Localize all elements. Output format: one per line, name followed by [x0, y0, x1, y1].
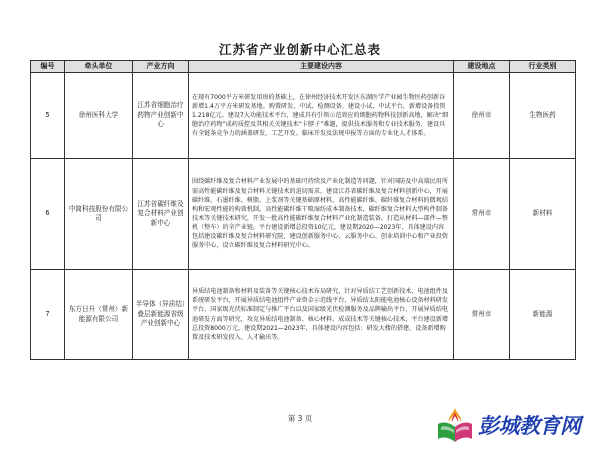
row-lead-unit: 中简科技股份有限公司	[65, 159, 133, 270]
row-content: 异质结电池制备和材料及装备等关键核心技术布局研究，针对异质结工艺创新技术、电池组件及系统研发平台，开展异质结电池组件产业资金示范线平台，异质结太阳能电池核心设备材料研发平台，国家级光伏标准制定与推广平台以及国家级光伏检测服务及品牌输出平台，开展异质结电池研发方面等研究，攻克异质结电池制备、核心材料、成或技术等关键核心技术，平台建设新增总投资8000万元，建设期2021—2023年，具体建设内容包括：研发大楼的搭建、设备新增购置及技术研发投入、人才输出等。	[189, 270, 454, 360]
row-direction: 半导体（异质结）叠层新能源省级产业创新中心	[133, 270, 189, 360]
book-logo-icon	[436, 404, 474, 444]
row-lead-unit: 徐州医科大学	[65, 73, 133, 159]
row-number: 6	[31, 159, 65, 270]
row-category: 生物医药	[510, 73, 576, 159]
table-row	[31, 73, 576, 159]
row-category: 新能源	[510, 270, 576, 360]
table-row	[31, 159, 576, 270]
header-number: 编号	[31, 61, 65, 73]
row-number: 7	[31, 270, 65, 360]
header-category: 行业类别	[510, 61, 576, 73]
header-direction: 产业方向	[133, 61, 189, 73]
row-direction: 江苏省细胞治疗药物产业创新中心	[133, 73, 189, 159]
header-location: 建设地点	[454, 61, 510, 73]
watermark-text: 彭城教育网	[478, 414, 581, 438]
header-content: 主要建设内容	[189, 61, 454, 73]
table-row	[31, 270, 576, 360]
row-direction: 江苏省碳纤维及复合材料产业创新中心	[133, 159, 189, 270]
innovation-center-table	[30, 60, 576, 360]
header-lead-unit: 牵头单位	[65, 61, 133, 73]
document-title: 江苏省产业创新中心汇总表	[218, 42, 381, 57]
site-watermark	[436, 404, 596, 444]
row-category: 新材料	[510, 159, 576, 270]
row-location: 徐州市	[454, 73, 510, 159]
row-content: 在现有7000平方米研发用房的基础上，在徐州经济技术开发区东湖医学产业园生物医药创新谷新增1.4万平方米研发基地。购置研发、中试、检测设备，建设小试、中试平台，新增设备投资1.218亿元。建设7大功能技术平台，建成具有引领示范效应的细胞药物科技创新高地，解决“细胞治疗药物”成药质控及其相关关键技术“卡脖子”难题，提供技术服务和专业技术服务，建设具有全链条竞争力的涵盖研发、工艺开发、临床开发及法规申报等方面的专业化人才体系。	[189, 73, 454, 159]
row-location: 常州市	[454, 159, 510, 270]
page-number: 第 3 页	[287, 414, 313, 423]
row-number: 5	[31, 73, 65, 159]
table-header	[31, 61, 576, 73]
row-lead-unit: 东方日升（常州）新能源有限公司	[65, 270, 133, 360]
row-content: 围绕碳纤维及复合材料产业发展中的基础可持续及产业化制造等问题，针对国防及中高端民用所需高性能碳纤维及复合材料关键技术的迫切需求，建设江苏省碳纤维及复合材料创新中心，开展碳纤维、石墨纤维、树脂、上浆剂等关键基础原材料，高性能碳纤维、碳纤维复合材料的微观结构和宏观性能的构效机制，高性能碳纤维干喷湿纺成本制备技术、碳纤维复合材料大型构件制备技术等关键技术研究，开发一批高性能碳纤维复合材料产业化制造装备，打造从材料—部件—整机（整车）的全产业链。平台建设新增总投资10亿元，建设期2020—2023年，具体建设内容包括建设碳纤维及复合材料研究院，建设创新服务中心、云服务中心、创业培训中心和产业投资服务中心，设立碳纤维及复合材料研究中心。	[189, 159, 454, 270]
header-row	[31, 61, 576, 73]
row-location: 常州市	[454, 270, 510, 360]
